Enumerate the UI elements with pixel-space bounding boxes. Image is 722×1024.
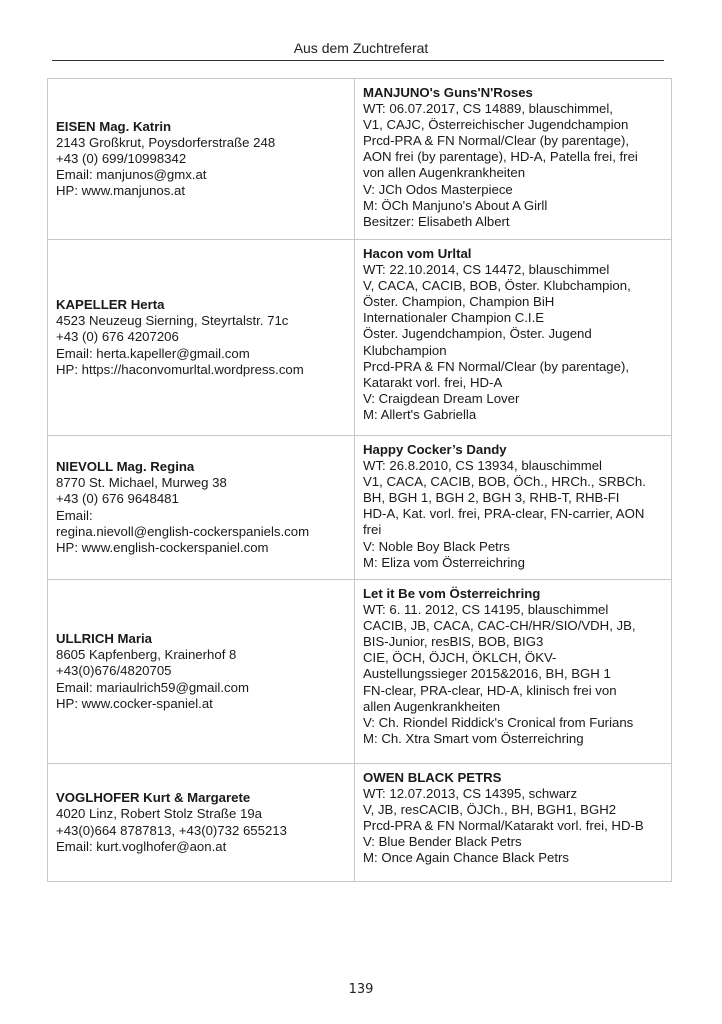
owner-detail-line: HP: www.manjunos.at: [56, 183, 185, 199]
owner-cell: [48, 436, 355, 580]
dog-name: MANJUNO's Guns'N'Roses: [363, 85, 533, 100]
owner-detail-line: 4020 Linz, Robert Stolz Straße 19a: [56, 806, 262, 822]
owner-detail-line: HP: www.english-cockerspaniel.com: [56, 539, 269, 555]
dog-detail-line: M: Once Again Chance Black Petrs: [363, 850, 569, 866]
breeder-row: [48, 240, 672, 436]
dog-detail-line: Internationaler Champion C.I.E: [363, 310, 545, 326]
owner-detail-line: +43(0)664 8787813, +43(0)732 655213: [56, 822, 287, 838]
owner-detail-line: HP: https://haconvomurltal.wordpress.com: [56, 361, 304, 377]
dog-detail-line: BH, BGH 1, BGH 2, BGH 3, RHB-T, RHB-FI: [363, 490, 620, 506]
breeder-table-body: [48, 79, 672, 882]
owner-cell: [48, 79, 355, 240]
owner-cell: [48, 580, 355, 764]
owner-cell: [48, 240, 355, 436]
dog-detail-line: CACIB, JB, CACA, CAC-CH/HR/SIO/VDH, JB,: [363, 618, 636, 634]
dog-detail-line: CIE, ÖCH, ÖJCH, ÖKLCH, ÖKV-: [363, 650, 557, 666]
dog-cell: [355, 436, 672, 580]
page-number: 139: [348, 982, 374, 997]
dog-detail-line: Prcd-PRA & FN Normal/Clear (by parentage),: [363, 133, 630, 149]
page-header-title: Aus dem Zuchtreferat: [293, 40, 429, 56]
owner-name: KAPELLER Herta: [56, 297, 165, 313]
dog-detail-line: Öster. Champion, Champion BiH: [363, 294, 555, 310]
dog-name: Hacon vom Urltal: [363, 246, 472, 261]
breeder-row: [48, 79, 672, 240]
breeder-row: [48, 580, 672, 764]
dog-detail-line: WT: 26.8.2010, CS 13934, blauschimmel: [363, 458, 602, 474]
owner-name: VOGLHOFER Kurt & Margarete: [56, 790, 251, 806]
dog-detail-line: HD-A, Kat. vorl. frei, PRA-clear, FN-carrier, AON: [363, 506, 645, 522]
owner-name: ULLRICH Maria: [56, 631, 152, 647]
dog-detail-line: Klubchampion: [363, 342, 447, 358]
dog-detail-line: Öster. Jugendchampion, Öster. Jugend: [363, 326, 592, 342]
breeder-row: [48, 436, 672, 580]
dog-detail-line: V, JB, resCACIB, ÖJCh., BH, BGH1, BGH2: [363, 802, 617, 818]
owner-detail-line: regina.nievoll@english-cockerspaniels.com: [56, 523, 310, 539]
owner-detail-line: 8770 St. Michael, Murweg 38: [56, 475, 227, 491]
dog-detail-line: FN-clear, PRA-clear, HD-A, klinisch frei von: [363, 682, 617, 698]
owner-name: NIEVOLL Mag. Regina: [56, 459, 195, 475]
dog-detail-line: Austellungssieger 2015&2016, BH, BGH 1: [363, 666, 611, 682]
owner-detail-line: Email: mariaulrich59@gmail.com: [56, 679, 249, 695]
owner-detail-line: 4523 Neuzeug Sierning, Steyrtalstr. 71c: [56, 313, 289, 329]
dog-detail-line: BIS-Junior, resBIS, BOB, BIG3: [363, 634, 544, 650]
dog-detail-line: M: ÖCh Manjuno's About A Girll: [363, 197, 548, 213]
dog-detail-line: V, CACA, CACIB, BOB, Öster. Klubchampion,: [363, 278, 631, 294]
dog-detail-line: frei: [363, 522, 382, 538]
owner-detail-line: HP: www.cocker-spaniel.at: [56, 695, 213, 711]
dog-detail-line: WT: 6. 11. 2012, CS 14195, blauschimmel: [363, 602, 609, 618]
breeder-table: [47, 78, 672, 882]
owner-detail-line: Email: manjunos@gmx.at: [56, 167, 207, 183]
dog-detail-line: V: JCh Odos Masterpiece: [363, 181, 513, 197]
owner-detail-line: Email:: [56, 507, 93, 523]
owner-detail-line: +43(0)676/4820705: [56, 663, 172, 679]
dog-name: Happy Cocker’s Dandy: [363, 442, 507, 457]
dog-detail-line: M: Allert's Gabriella: [363, 406, 477, 422]
dog-detail-line: Prcd-PRA & FN Normal/Katarakt vorl. frei, HD-B: [363, 818, 644, 834]
dog-detail-line: V: Ch. Riondel Riddick's Cronical from Furians: [363, 714, 634, 730]
dog-detail-line: AON frei (by parentage), HD-A, Patella frei, frei: [363, 149, 638, 165]
owner-cell: [48, 764, 355, 882]
dog-detail-line: V: Craigdean Dream Lover: [363, 390, 520, 406]
dog-detail-line: von allen Augenkrankheiten: [363, 165, 526, 181]
dog-detail-line: M: Eliza vom Österreichring: [363, 554, 525, 570]
owner-detail-line: +43 (0) 676 9648481: [56, 491, 179, 507]
dog-cell: [355, 580, 672, 764]
dog-detail-line: V: Noble Boy Black Petrs: [363, 538, 510, 554]
dog-detail-line: WT: 06.07.2017, CS 14889, blauschimmel,: [363, 101, 613, 117]
dog-cell: [355, 79, 672, 240]
dog-detail-line: Katarakt vorl. frei, HD-A: [363, 374, 503, 390]
dog-detail-line: V1, CACA, CACIB, BOB, ÖCh., HRCh., SRBCh.: [363, 474, 646, 490]
dog-name: Let it Be vom Österreichring: [363, 586, 541, 601]
header-divider: [52, 60, 664, 61]
owner-detail-line: 8605 Kapfenberg, Krainerhof 8: [56, 647, 237, 663]
dog-detail-line: Prcd-PRA & FN Normal/Clear (by parentage),: [363, 358, 630, 374]
owner-detail-line: 2143 Großkrut, Poysdorferstraße 248: [56, 134, 276, 150]
owner-detail-line: Email: kurt.voglhofer@aon.at: [56, 838, 227, 854]
owner-detail-line: +43 (0) 699/10998342: [56, 150, 187, 166]
dog-cell: [355, 764, 672, 882]
owner-name: EISEN Mag. Katrin: [56, 118, 172, 134]
dog-detail-line: WT: 12.07.2013, CS 14395, schwarz: [363, 786, 578, 802]
dog-detail-line: WT: 22.10.2014, CS 14472, blauschimmel: [363, 262, 610, 278]
dog-detail-line: Besitzer: Elisabeth Albert: [363, 213, 510, 229]
dog-detail-line: V1, CAJC, Österreichischer Jugendchampion: [363, 117, 629, 133]
dog-detail-line: M: Ch. Xtra Smart vom Österreichring: [363, 730, 584, 746]
owner-detail-line: Email: herta.kapeller@gmail.com: [56, 345, 250, 361]
dog-detail-line: V: Blue Bender Black Petrs: [363, 834, 522, 850]
owner-detail-line: +43 (0) 676 4207206: [56, 329, 179, 345]
dog-name: OWEN BLACK PETRS: [363, 770, 502, 785]
dog-cell: [355, 240, 672, 436]
dog-detail-line: allen Augenkrankheiten: [363, 698, 501, 714]
breeder-row: [48, 764, 672, 882]
